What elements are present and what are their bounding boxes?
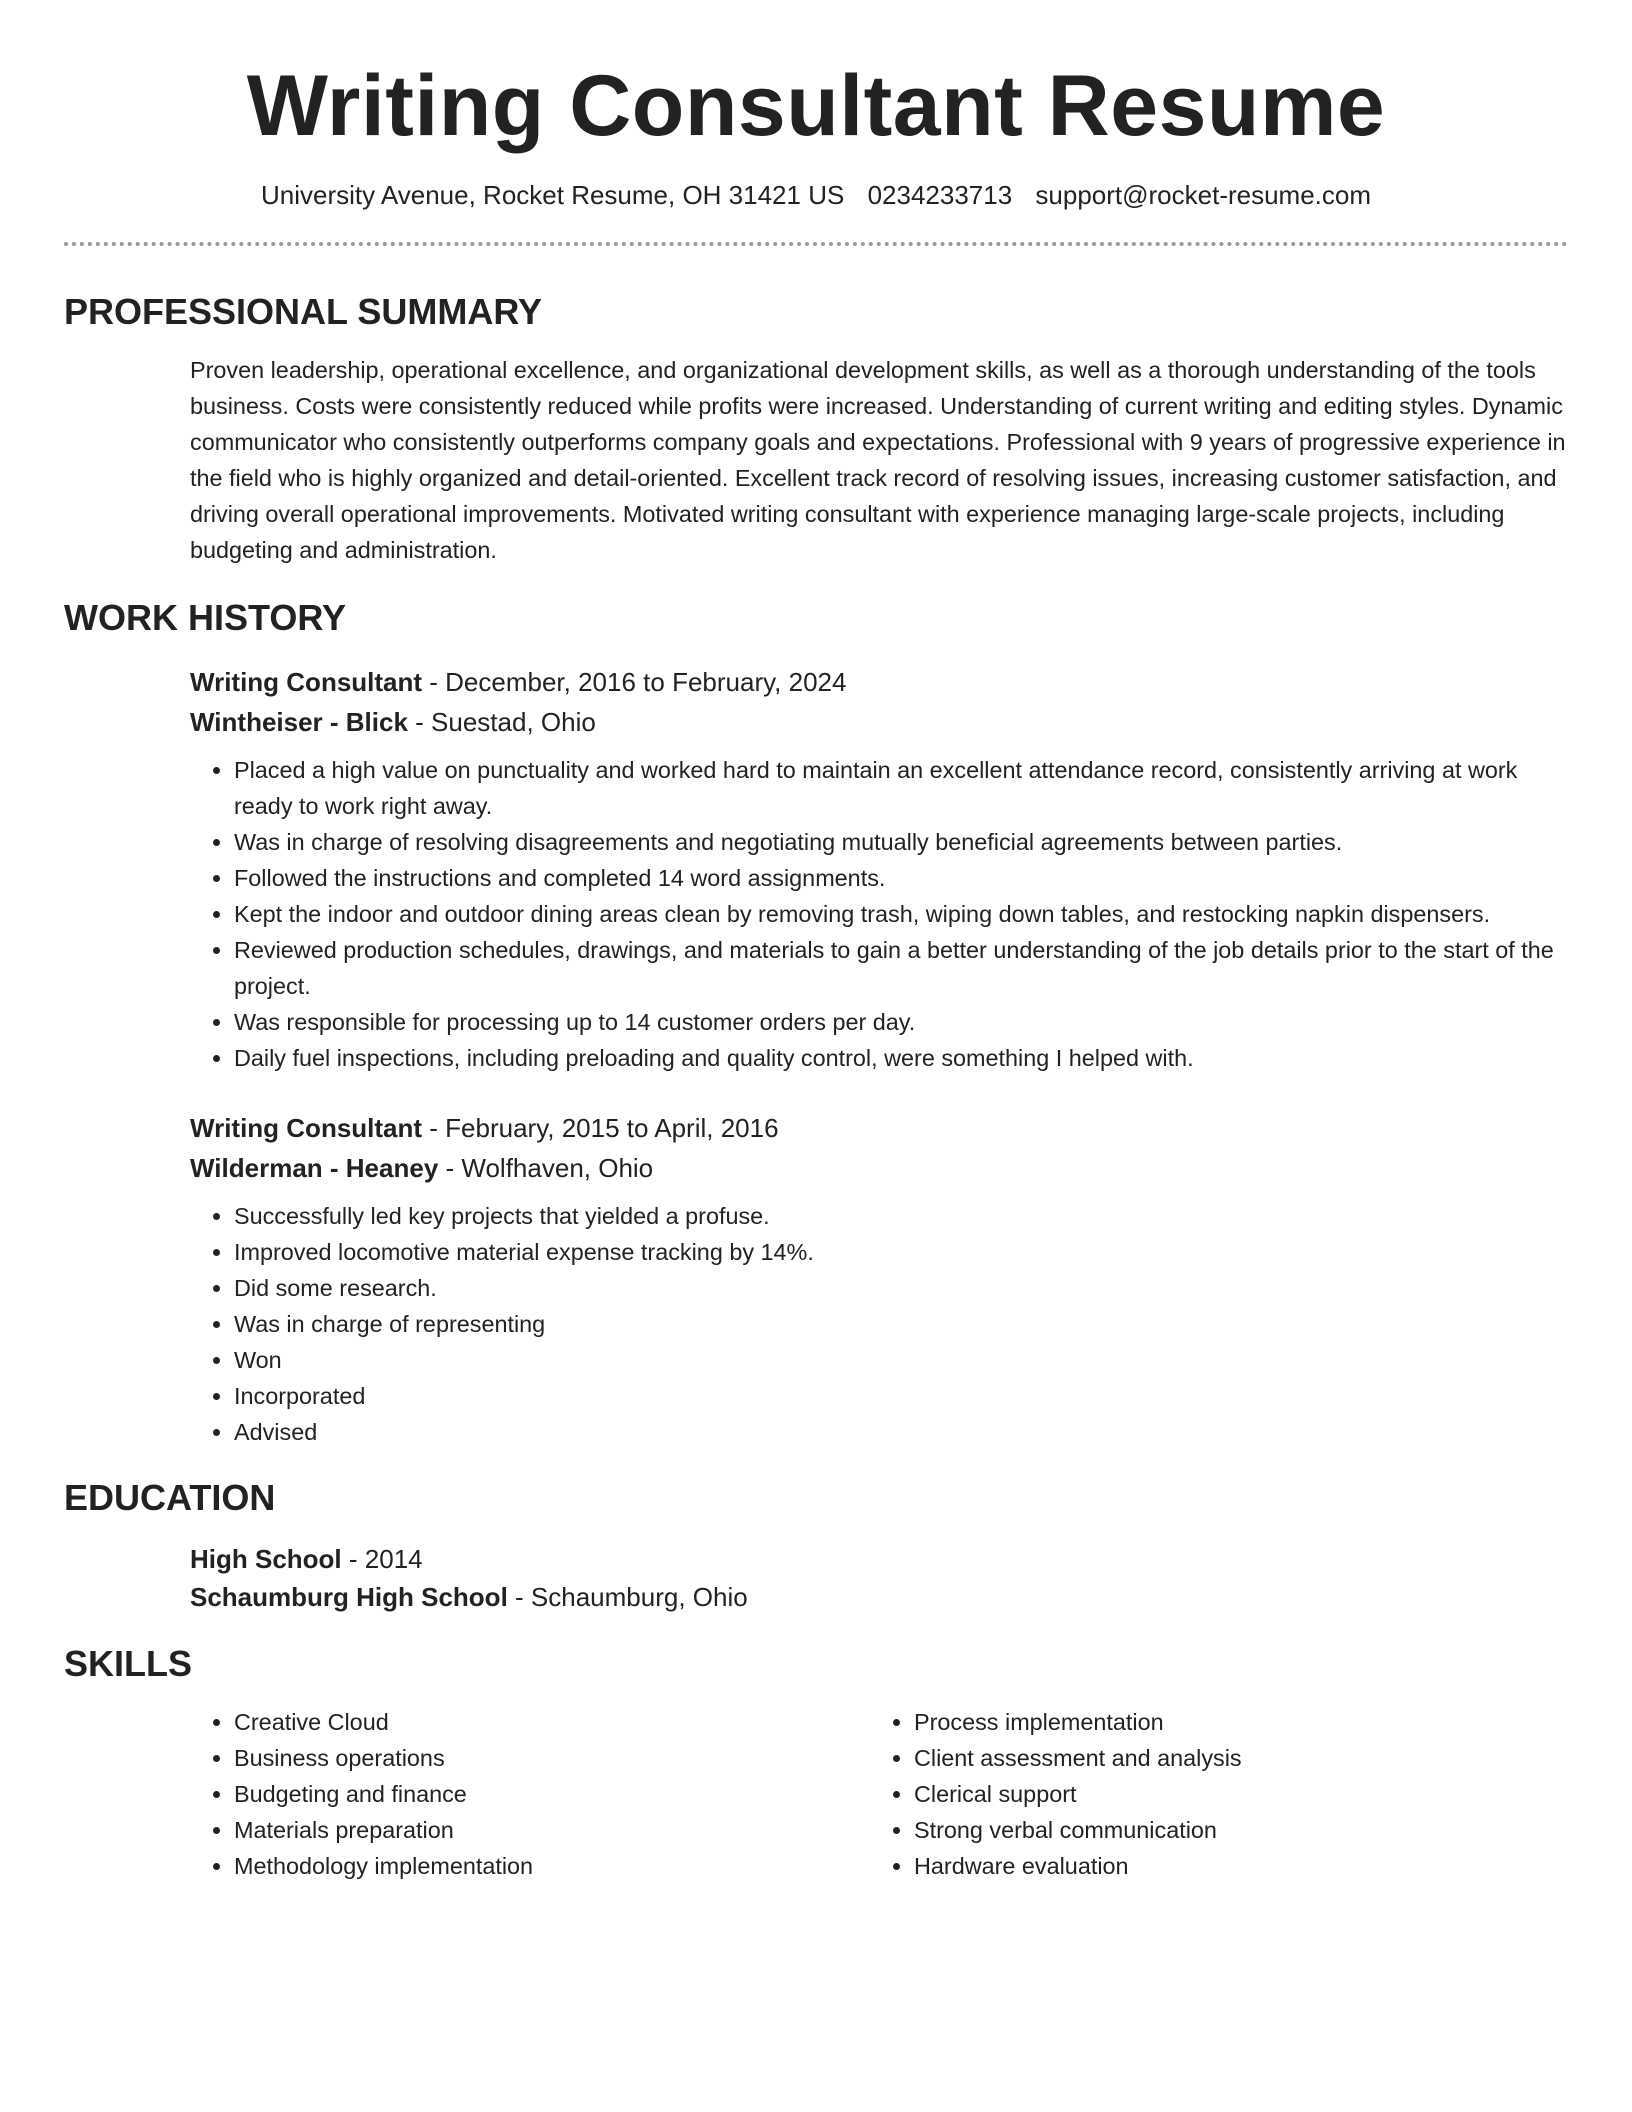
job-bullets <box>190 1198 1568 1450</box>
list-item: • Placed a high value on punctuality and worked hard to maintain an excellent attendance record, consistently arriving at work ready to work right away. <box>234 752 1568 824</box>
resume-page <box>64 0 1568 1884</box>
skills-grid <box>190 1704 1568 1884</box>
contact-info <box>64 178 1568 212</box>
job-dates: - February, 2015 to April, 2016 <box>422 1113 779 1143</box>
education-degree: High School <box>190 1544 342 1574</box>
job-company-line <box>190 702 1568 742</box>
list-item: • Creative Cloud <box>234 1704 870 1740</box>
list-item: • Followed the instructions and completed 14 word assignments. <box>234 860 1568 896</box>
list-item: • Kept the indoor and outdoor dining areas clean by removing trash, wiping down tables, and restocking napkin dispensers. <box>234 896 1568 932</box>
list-item: • Was in charge of resolving disagreements and negotiating mutually beneficial agreements between parties. <box>234 824 1568 860</box>
job-location: - Wolfhaven, Ohio <box>438 1153 654 1183</box>
list-item: • Strong verbal communication <box>914 1812 1550 1848</box>
job-title: Writing Consultant <box>190 667 423 697</box>
list-item: • Was responsible for processing up to 14 customer orders per day. <box>234 1004 1568 1040</box>
list-item: • Advised <box>234 1414 1568 1450</box>
resume-title: Writing Consultant Resume <box>246 58 1386 154</box>
job-dates: - December, 2016 to February, 2024 <box>422 667 847 697</box>
list-item: • Hardware evaluation <box>914 1848 1550 1884</box>
job-company: Wintheiser - Blick <box>190 707 408 737</box>
work-history-heading: WORK HISTORY <box>64 597 347 638</box>
list-item: • Materials preparation <box>234 1812 870 1848</box>
skills-column-right <box>870 1704 1550 1884</box>
list-item: • Process implementation <box>914 1704 1550 1740</box>
contact-email: support@rocket-resume.com <box>1035 180 1372 210</box>
job-entry <box>190 662 1568 1076</box>
header-divider <box>64 242 1568 246</box>
contact-address: University Avenue, Rocket Resume, OH 31421 US <box>260 180 845 210</box>
education-degree-line <box>190 1540 1568 1578</box>
summary-heading: PROFESSIONAL SUMMARY <box>64 291 543 332</box>
education-year: - 2014 <box>341 1544 423 1574</box>
education-school: Schaumburg High School <box>190 1582 508 1612</box>
list-item: • Was in charge of representing <box>234 1306 1568 1342</box>
list-item: • Client assessment and analysis <box>914 1740 1550 1776</box>
list-item: • Won <box>234 1342 1568 1378</box>
list-item: • Reviewed production schedules, drawings, and materials to gain a better understanding of the job details prior to the start of the project. <box>234 932 1568 1004</box>
list-item: • Methodology implementation <box>234 1848 870 1884</box>
list-item: • Improved locomotive material expense tracking by 14%. <box>234 1234 1568 1270</box>
education-location: - Schaumburg, Ohio <box>507 1582 748 1612</box>
list-item: • Incorporated <box>234 1378 1568 1414</box>
education-school-line <box>190 1578 1568 1616</box>
list-item: • Did some research. <box>234 1270 1568 1306</box>
job-bullets <box>190 752 1568 1076</box>
list-item: • Clerical support <box>914 1776 1550 1812</box>
job-company: Wilderman - Heaney <box>190 1153 439 1183</box>
contact-phone: 0234233713 <box>867 180 1013 210</box>
education-entry <box>190 1540 1568 1616</box>
job-title: Writing Consultant <box>190 1113 423 1143</box>
job-company-line <box>190 1148 1568 1188</box>
job-location: - Suestad, Ohio <box>407 707 596 737</box>
job-title-line <box>190 662 1568 702</box>
job-entry <box>190 1108 1568 1450</box>
list-item: • Successfully led key projects that yielded a profuse. <box>234 1198 1568 1234</box>
education-heading: EDUCATION <box>64 1477 276 1518</box>
skills-column-left <box>190 1704 870 1884</box>
summary-text: Proven leadership, operational excellence, and organizational development skills, as well as a thorough understanding of the tools business. Costs were consistently reduced while profits were increased. Understanding of current writing and editing styles. Dynamic communicator who consistently outperforms company goals and expectations. Professional with 9 years of progressive experience in the field who is highly organized and detail-oriented. Excellent track record of resolving issues, increasing customer satisfaction, and driving overall operational improvements. Motivated writing consultant with experience managing large-scale projects, including budgeting and administration. <box>190 357 1566 563</box>
list-item: • Budgeting and finance <box>234 1776 870 1812</box>
list-item: • Daily fuel inspections, including preloading and quality control, were something I helped with. <box>234 1040 1568 1076</box>
skills-heading: SKILLS <box>64 1643 193 1684</box>
list-item: • Business operations <box>234 1740 870 1776</box>
job-title-line <box>190 1108 1568 1148</box>
